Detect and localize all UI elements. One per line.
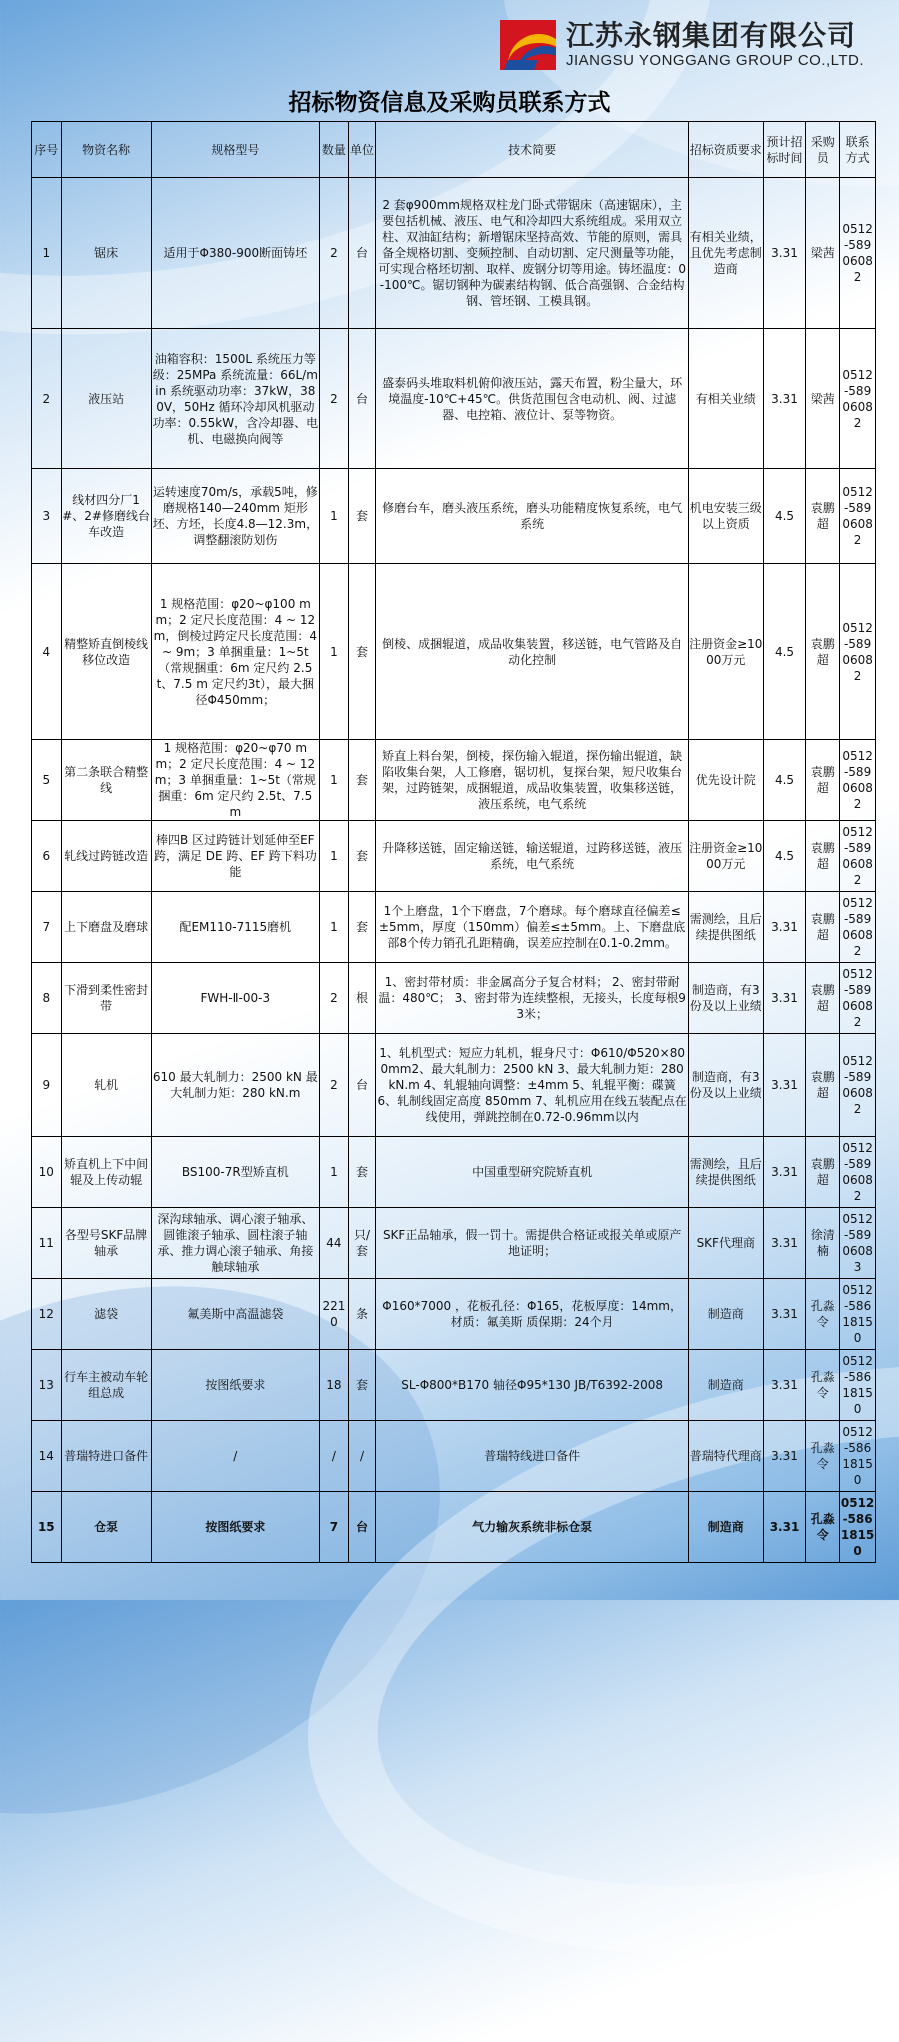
table-row: [32, 1034, 876, 1137]
cell-contact: 0512-58618150: [840, 1492, 876, 1563]
cell-tech: 1、密封带材质：非金属高分子复合材料； 2、密封带耐温：480℃； 3、密封带为连续整根，无接头，长度每根93米；: [376, 963, 689, 1034]
header-spec: 规格型号: [151, 122, 320, 178]
cell-unit: 台: [348, 1034, 376, 1137]
cell-qty: 2: [320, 1034, 349, 1137]
cell-unit: /: [348, 1421, 376, 1492]
cell-contact: 0512-58906082: [840, 564, 876, 740]
cell-name: 仓泵: [61, 1492, 151, 1563]
cell-buyer: 袁鹏超: [806, 740, 840, 821]
cell-qty: 2: [320, 178, 349, 329]
cell-buyer: 梁茜: [806, 329, 840, 469]
cell-unit: 套: [348, 892, 376, 963]
cell-contact: 0512-58906082: [840, 1034, 876, 1137]
cell-unit: 台: [348, 1492, 376, 1563]
cell-no: 7: [32, 892, 62, 963]
cell-qual: 制造商，有3份及以上业绩: [688, 963, 763, 1034]
cell-qty: 44: [320, 1208, 349, 1279]
table-row: [32, 963, 876, 1034]
cell-qual: 需测绘，且后续提供图纸: [688, 892, 763, 963]
cell-time: 3.31: [763, 1421, 806, 1492]
page-title: 招标物资信息及采购员联系方式: [288, 90, 611, 116]
cell-time: 4.5: [763, 469, 806, 564]
cell-name: 下滑到柔性密封带: [61, 963, 151, 1034]
cell-no: 6: [32, 821, 62, 892]
cell-buyer: 袁鹏超: [806, 821, 840, 892]
cell-name: 矫直机上下中间辊及上传动辊: [61, 1137, 151, 1208]
cell-name: 液压站: [61, 329, 151, 469]
cell-tech: SL-Φ800*B170 轴径Φ95*130 JB/T6392-2008: [376, 1350, 689, 1421]
cell-no: 4: [32, 564, 62, 740]
cell-spec: FWH-Ⅱ-00-3: [151, 963, 320, 1034]
cell-no: 12: [32, 1279, 62, 1350]
cell-qual: 注册资金≥1000万元: [688, 821, 763, 892]
company-brand: [500, 18, 880, 74]
cell-qty: 2: [320, 329, 349, 469]
table-row: [32, 1137, 876, 1208]
table-row: [32, 821, 876, 892]
cell-no: 15: [32, 1492, 62, 1563]
cell-qty: 1: [320, 892, 349, 963]
cell-no: 3: [32, 469, 62, 564]
cell-unit: 套: [348, 469, 376, 564]
header-unit: 单位: [348, 122, 376, 178]
cell-buyer: 孔淼令: [806, 1492, 840, 1563]
cell-unit: 套: [348, 821, 376, 892]
cell-no: 10: [32, 1137, 62, 1208]
cell-time: 3.31: [763, 1208, 806, 1279]
cell-qty: 1: [320, 821, 349, 892]
cell-qty: 18: [320, 1350, 349, 1421]
cell-name: 各型号SKF品牌轴承: [61, 1208, 151, 1279]
cell-tech: 1、轧机型式：短应力轧机，辊身尺寸：Φ610/Φ520×800mm2、最大轧制力：2500 kN 3、最大轧制力矩：280 kN.m 4、轧辊轴向调整：±4mm 5、轧辊平衡：碟簧 6、轧制线固定高度 850mm 7、轧机应用在线五装配点在线使用，弹跳控制在0.72-0.96mm以内: [376, 1034, 689, 1137]
table-row: [32, 329, 876, 469]
cell-tech: 普瑞特线进口备件: [376, 1421, 689, 1492]
cell-spec: 1 规格范围：φ20~φ100 mm；2 定尺长度范围：4 ~ 12m，倒棱过跨定尺长度范围：4~ 9m；3 单捆重量：1~5t（常规捆重：6m 定尺约 2.5t、7.5 m 定尺约3t），最大捆径Φ450mm；: [151, 564, 320, 740]
cell-time: 3.31: [763, 1279, 806, 1350]
cell-contact: 0512-58618150: [840, 1421, 876, 1492]
table-row: [32, 564, 876, 740]
cell-tech: 矫直上料台架，倒棱，探伤输入辊道，探伤输出辊道，缺陷收集台架，人工修磨，锯切机，复探台架，短尺收集台架，过跨链架，成捆辊道，成品收集装置，收集移送链，液压系统，电气系统: [376, 740, 689, 821]
cell-qual: 注册资金≥1000万元: [688, 564, 763, 740]
cell-no: 1: [32, 178, 62, 329]
cell-time: 3.31: [763, 1350, 806, 1421]
cell-contact: 0512-58906083: [840, 1208, 876, 1279]
table-row: [32, 892, 876, 963]
cell-spec: 按图纸要求: [151, 1492, 320, 1563]
cell-name: 轧机: [61, 1034, 151, 1137]
cell-tech: 盛泰码头堆取料机俯仰液压站，露天布置，粉尘量大，环境温度-10℃+45℃。供货范围包含电动机、阀、过滤器、电控箱、液位计、泵等物资。: [376, 329, 689, 469]
cell-qual: 优先设计院: [688, 740, 763, 821]
cell-buyer: 梁茜: [806, 178, 840, 329]
cell-contact: 0512-58906082: [840, 469, 876, 564]
cell-qual: 有相关业绩，且优先考虑制造商: [688, 178, 763, 329]
procurement-table: [31, 121, 876, 1563]
cell-contact: 0512-58906082: [840, 821, 876, 892]
cell-spec: 配EM110-7115磨机: [151, 892, 320, 963]
cell-contact: 0512-58906082: [840, 178, 876, 329]
cell-contact: 0512-58906082: [840, 892, 876, 963]
cell-unit: 套: [348, 564, 376, 740]
cell-unit: 台: [348, 178, 376, 329]
cell-qty: 2: [320, 963, 349, 1034]
cell-no: 5: [32, 740, 62, 821]
cell-tech: 倒棱、成捆辊道，成品收集装置，移送链，电气管路及自动化控制: [376, 564, 689, 740]
cell-no: 13: [32, 1350, 62, 1421]
cell-contact: 0512-58906082: [840, 963, 876, 1034]
cell-name: 轧线过跨链改造: [61, 821, 151, 892]
cell-no: 14: [32, 1421, 62, 1492]
table-row: [32, 1208, 876, 1279]
cell-name: 锯床: [61, 178, 151, 329]
table-row: [32, 178, 876, 329]
cell-unit: 套: [348, 1137, 376, 1208]
cell-no: 2: [32, 329, 62, 469]
cell-qty: 1: [320, 740, 349, 821]
cell-tech: 修磨台车，磨头液压系统，磨头功能精度恢复系统，电气系统: [376, 469, 689, 564]
cell-unit: 只/套: [348, 1208, 376, 1279]
header-no: 序号: [32, 122, 62, 178]
cell-qty: 2210: [320, 1279, 349, 1350]
cell-spec: 深沟球轴承、调心滚子轴承、圆锥滚子轴承、圆柱滚子轴承、推力调心滚子轴承、角接触球轴承: [151, 1208, 320, 1279]
cell-spec: 按图纸要求: [151, 1350, 320, 1421]
cell-unit: 套: [348, 1350, 376, 1421]
cell-time: 3.31: [763, 892, 806, 963]
cell-unit: 套: [348, 740, 376, 821]
cell-qual: 制造商: [688, 1492, 763, 1563]
cell-name: 普瑞特进口备件: [61, 1421, 151, 1492]
cell-buyer: 孔淼令: [806, 1350, 840, 1421]
table-row: [32, 1350, 876, 1421]
cell-contact: 0512-58618150: [840, 1350, 876, 1421]
cell-qual: 制造商: [688, 1279, 763, 1350]
header-tech: 技术简要: [376, 122, 689, 178]
cell-qty: /: [320, 1421, 349, 1492]
cell-contact: 0512-58618150: [840, 1279, 876, 1350]
cell-tech: 2 套φ900mm规格双柱龙门卧式带锯床（高速锯床），主要包括机械、液压、电气和冷却四大系统组成。采用双立柱、双油缸结构；新增锯床坚持高效、节能的原则，需具备全规格切割、变频控制、自动切割、定尺测量等功能，可实现合格坯切割、取样、废钢分切等用途。铸坯温度：0-100℃。锯切钢种为碳素结构钢、低合高强钢、合金结构钢、管坯钢、工模具钢。: [376, 178, 689, 329]
cell-qual: 机电安装三级以上资质: [688, 469, 763, 564]
cell-tech: SKF正品轴承，假一罚十。需提供合格证或报关单或原产地证明；: [376, 1208, 689, 1279]
company-name-cn: 江苏永钢集团有限公司: [566, 19, 857, 52]
cell-no: 9: [32, 1034, 62, 1137]
table-row: [32, 740, 876, 821]
table-row: [32, 1492, 876, 1563]
cell-buyer: 袁鹏超: [806, 469, 840, 564]
cell-buyer: 徐清楠: [806, 1208, 840, 1279]
cell-spec: 610 最大轧制力：2500 kN 最大轧制力矩：280 kN.m: [151, 1034, 320, 1137]
cell-tech: 1个上磨盘，1个下磨盘，7个磨球。每个磨球直径偏差≤±5mm，厚度（150mm）偏差≤±5mm。上、下磨盘底部8个传力销孔孔距精确，误差应控制在0.1-0.2mm。: [376, 892, 689, 963]
cell-time: 4.5: [763, 564, 806, 740]
cell-unit: 台: [348, 329, 376, 469]
company-name-en: JIANGSU YONGGANG GROUP CO.,LTD.: [566, 52, 865, 69]
cell-time: 4.5: [763, 740, 806, 821]
cell-spec: 油箱容积：1500L 系统压力等级：25MPa 系统流量：66L/min 系统驱动功率：37kW，380V，50Hz 循环冷却风机驱动功率：0.55kW，含冷却器、电机、电磁换向阀等: [151, 329, 320, 469]
cell-qty: 1: [320, 564, 349, 740]
cell-no: 8: [32, 963, 62, 1034]
header-qual: 招标资质要求: [688, 122, 763, 178]
cell-tech: Φ160*7000 ，花板孔径：Φ165，花板厚度：14mm，材质：氟美斯 质保期：24个月: [376, 1279, 689, 1350]
cell-tech: 中国重型研究院矫直机: [376, 1137, 689, 1208]
cell-tech: 升降移送链，固定输送链，输送辊道，过跨移送链，液压系统，电气系统: [376, 821, 689, 892]
cell-time: 4.5: [763, 821, 806, 892]
table-row: [32, 1279, 876, 1350]
cell-name: 线材四分厂1#、2#修磨线台车改造: [61, 469, 151, 564]
table-header-row: [32, 122, 876, 178]
cell-buyer: 袁鹏超: [806, 892, 840, 963]
cell-unit: 条: [348, 1279, 376, 1350]
cell-name: 滤袋: [61, 1279, 151, 1350]
cell-qual: 需测绘，且后续提供图纸: [688, 1137, 763, 1208]
cell-name: 上下磨盘及磨球: [61, 892, 151, 963]
cell-qual: 制造商: [688, 1350, 763, 1421]
cell-name: 精整矫直倒棱线移位改造: [61, 564, 151, 740]
cell-spec: 1 规格范围：φ20~φ70 mm；2 定尺长度范围：4 ~ 12m；3 单捆重量：1~5t（常规捆重：6m 定尺约 2.5t、7.5 m: [151, 740, 320, 821]
header-buyer: 采购员: [806, 122, 840, 178]
cell-spec: 适用于Φ380-900断面铸坯: [151, 178, 320, 329]
cell-time: 3.31: [763, 963, 806, 1034]
cell-spec: BS100-7R型矫直机: [151, 1137, 320, 1208]
cell-qual: SKF代理商: [688, 1208, 763, 1279]
cell-time: 3.31: [763, 1137, 806, 1208]
company-logo-icon: [500, 20, 556, 70]
header-qty: 数量: [320, 122, 349, 178]
cell-contact: 0512-58906082: [840, 740, 876, 821]
cell-qual: 普瑞特代理商: [688, 1421, 763, 1492]
cell-buyer: 孔淼令: [806, 1279, 840, 1350]
cell-time: 3.31: [763, 178, 806, 329]
cell-name: 行车主被动车轮组总成: [61, 1350, 151, 1421]
cell-buyer: 孔淼令: [806, 1421, 840, 1492]
header-name: 物资名称: [61, 122, 151, 178]
cell-tech: 气力输灰系统非标仓泵: [376, 1492, 689, 1563]
cell-qual: 制造商，有3份及以上业绩: [688, 1034, 763, 1137]
cell-buyer: 袁鹏超: [806, 564, 840, 740]
cell-spec: 氟美斯中高温滤袋: [151, 1279, 320, 1350]
cell-spec: 棒四B 区过跨链计划延伸至EF 跨，满足 DE 跨、EF 跨下料功能: [151, 821, 320, 892]
cell-contact: 0512-58906082: [840, 1137, 876, 1208]
cell-qual: 有相关业绩: [688, 329, 763, 469]
table-row: [32, 1421, 876, 1492]
header-contact: 联系方式: [840, 122, 876, 178]
table-row: [32, 469, 876, 564]
cell-buyer: 袁鹏超: [806, 1137, 840, 1208]
cell-spec: 运转速度70m/s，承载5吨，修磨规格140—240mm 矩形坯、方坯，长度4.8—12.3m，调整翻滚防划伤: [151, 469, 320, 564]
cell-spec: /: [151, 1421, 320, 1492]
cell-time: 3.31: [763, 1492, 806, 1563]
cell-unit: 根: [348, 963, 376, 1034]
cell-contact: 0512-58906082: [840, 329, 876, 469]
cell-qty: 7: [320, 1492, 349, 1563]
cell-time: 3.31: [763, 1034, 806, 1137]
cell-time: 3.31: [763, 329, 806, 469]
cell-no: 11: [32, 1208, 62, 1279]
cell-qty: 1: [320, 1137, 349, 1208]
cell-buyer: 袁鹏超: [806, 1034, 840, 1137]
cell-name: 第二条联合精整线: [61, 740, 151, 821]
cell-qty: 1: [320, 469, 349, 564]
header-time: 预计招标时间: [763, 122, 806, 178]
cell-buyer: 袁鹏超: [806, 963, 840, 1034]
